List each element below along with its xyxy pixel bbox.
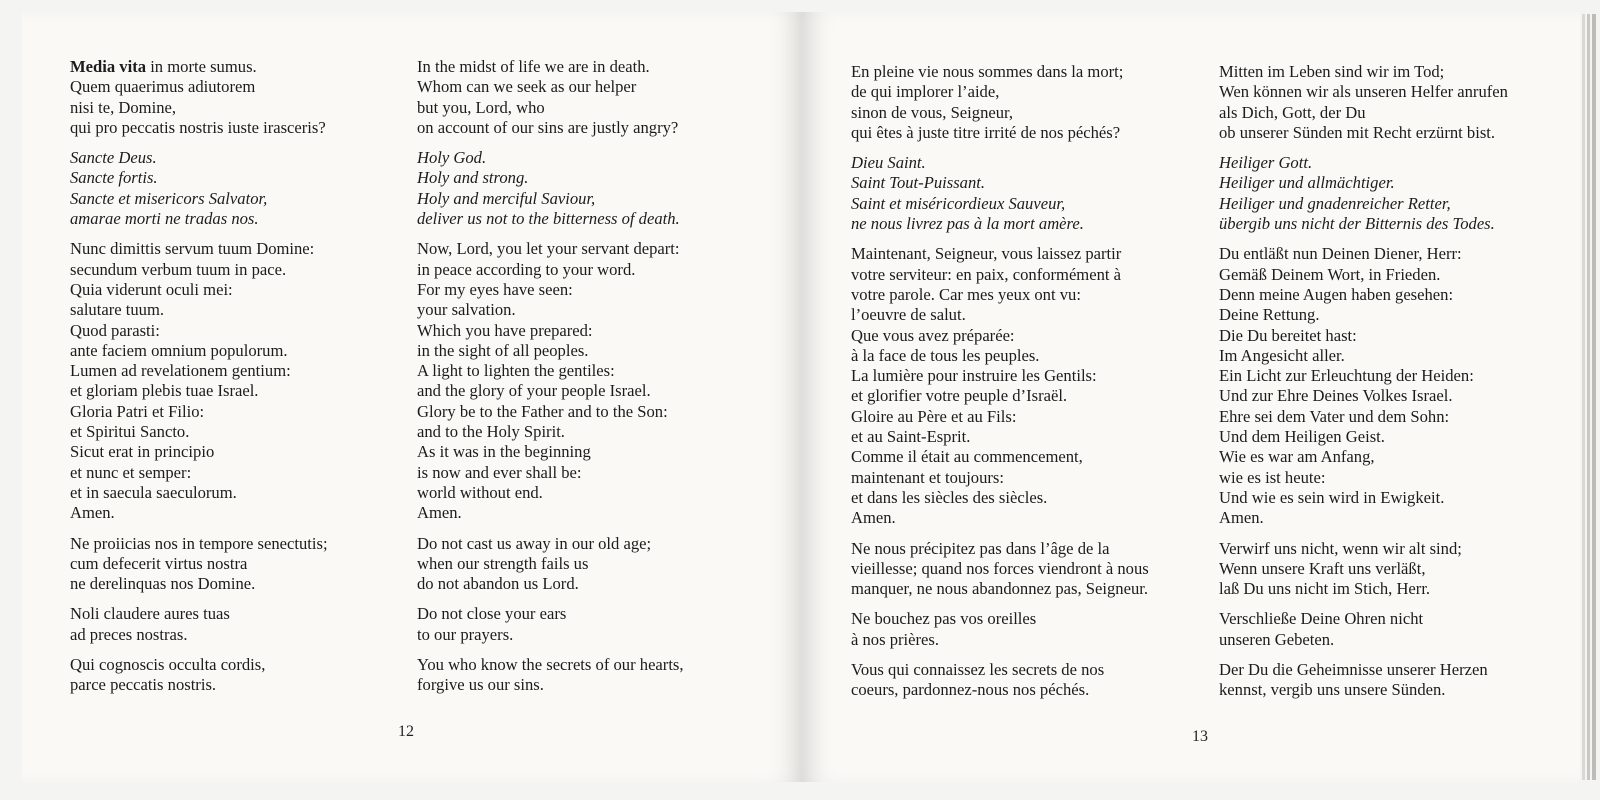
text-line: Holy and merciful Saviour, [417, 188, 596, 208]
stanza [851, 660, 1149, 701]
text-line: et glorifier votre peuple d’Israël. [851, 386, 1068, 406]
text-line: Heiliger und allmächtiger. [1219, 173, 1395, 193]
text-line: ante faciem omnium populorum. [70, 340, 288, 360]
text-line: and to the Holy Spirit. [417, 422, 565, 442]
text-line: amarae morti ne tradas nos. [70, 209, 259, 229]
text-line: Gloria Patri et Filio: [70, 401, 205, 421]
text-line: Quem quaerimus adiutorem [70, 77, 256, 97]
text-line: votre serviteur: en paix, conformément à [851, 264, 1122, 284]
text-line: ne derelinquas nos Domine. [70, 574, 256, 594]
stanza [417, 604, 684, 645]
left-page [22, 12, 802, 782]
text-line: ad preces nostras. [70, 624, 188, 644]
stanza [417, 57, 684, 138]
stanza [70, 239, 328, 523]
right-page [802, 12, 1580, 782]
text-line: Maintenant, Seigneur, vous laissez partir [851, 244, 1122, 264]
text-line: Wenn unsere Kraft uns verläßt, [1219, 558, 1426, 578]
stanza [851, 244, 1149, 528]
text-line: als Dich, Gott, der Du [1219, 102, 1366, 122]
text-line: Que vous avez préparée: [851, 325, 1015, 345]
text-line: world without end. [417, 482, 543, 502]
text-line: your salvation. [417, 300, 516, 320]
text-line: Dieu Saint. [851, 153, 926, 173]
stanza [417, 655, 684, 696]
text-line: Saint Tout-Puissant. [851, 173, 986, 193]
text-line: maintenant et toujours: [851, 467, 1004, 487]
text-line: Nunc dimittis servum tuum Domine: [70, 239, 315, 259]
text-line: but you, Lord, who [417, 97, 545, 117]
text-line: kennst, vergib uns unsere Sünden. [1219, 680, 1446, 700]
stanza [70, 148, 328, 229]
text-line: et dans les siècles des siècles. [851, 487, 1048, 507]
stanza [70, 534, 328, 595]
stanza [851, 609, 1149, 650]
text-line: et Spiritui Sancto. [70, 422, 190, 442]
stanza [1219, 62, 1508, 143]
text-line: Und wie es sein wird in Ewigkeit. [1219, 487, 1445, 507]
text-line: de qui implorer l’aide, [851, 82, 1000, 102]
stanza [851, 153, 1149, 234]
text-line: Qui cognoscis occulta cordis, [70, 655, 266, 675]
text-line: Ne bouchez pas vos oreilles [851, 609, 1037, 629]
text-line: Deine Rettung. [1219, 305, 1320, 325]
stanza [70, 57, 328, 138]
text-line: cum defecerit virtus nostra [70, 553, 248, 573]
latin-column [70, 57, 328, 706]
text-line: Ein Licht zur Erleuchtung der Heiden: [1219, 366, 1474, 386]
text-line: secundum verbum tuum in pace. [70, 259, 287, 279]
text-line: Mitten im Leben sind wir im Tod; [1219, 62, 1445, 81]
text-line: Glory be to the Father and to the Son: [417, 401, 668, 421]
text-line: manquer, ne nous abandonnez pas, Seigneur. [851, 579, 1149, 599]
text-line: Saint et miséricordieux Sauveur, [851, 193, 1066, 213]
text-line: vieillesse; quand nos forces viendront à nous [851, 558, 1149, 578]
text-line: nisi te, Domine, [70, 97, 177, 117]
text-line: unseren Gebeten. [1219, 629, 1335, 649]
text-line: et nunc et semper: [70, 462, 192, 482]
stanza [1219, 660, 1508, 701]
text-line: Wen können wir als unseren Helfer anrufen [1219, 82, 1508, 102]
text-line: A light to lighten the gentiles: [417, 361, 615, 381]
text-line: Sancte Deus. [70, 148, 157, 168]
text-line: Holy God. [417, 148, 487, 168]
text-line: Whom can we seek as our helper [417, 77, 637, 97]
stanza [70, 655, 328, 696]
text-line: to our prayers. [417, 624, 514, 644]
stanza [70, 604, 328, 645]
incipit-rest: in morte sumus. [146, 57, 257, 76]
text-line: You who know the secrets of our hearts, [417, 655, 684, 675]
text-line: qui êtes à juste titre irrité de nos péchés? [851, 122, 1121, 142]
text-line: do not abandon us Lord. [417, 574, 579, 594]
stanza [417, 239, 684, 523]
text-line: Ehre sei dem Vater und dem Sohn: [1219, 406, 1450, 426]
stanza [851, 539, 1149, 600]
text-line: on account of our sins are justly angry? [417, 117, 679, 137]
text-line: ne nous livrez pas à la mort amère. [851, 214, 1084, 234]
text-line: Gloire au Père et au Fils: [851, 406, 1017, 426]
text-line: wie es ist heute: [1219, 467, 1326, 487]
text-line: sinon de vous, Seigneur, [851, 102, 1014, 122]
text-line: Quod parasti: [70, 320, 160, 340]
stanza [1219, 153, 1508, 234]
page-edge [1582, 14, 1585, 780]
text-line: Amen. [1219, 508, 1264, 528]
text-line: In the midst of life we are in death. [417, 57, 650, 76]
text-line: Heiliger und gnadenreicher Retter, [1219, 193, 1451, 213]
incipit: Media vita [70, 57, 147, 76]
stanza [851, 62, 1149, 143]
text-line: Comme il était au commencement, [851, 447, 1083, 467]
text-line: when our strength fails us [417, 553, 589, 573]
text-line: forgive us our sins. [417, 675, 544, 695]
text-line: Holy and strong. [417, 168, 529, 188]
text-line: qui pro peccatis nostris iuste irasceris? [70, 117, 326, 137]
text-line: l’oeuvre de salut. [851, 305, 966, 325]
text-line: Und dem Heiligen Geist. [1219, 427, 1385, 447]
stanza [1219, 609, 1508, 650]
german-column [1219, 62, 1508, 711]
text-line: Do not cast us away in our old age; [417, 533, 652, 553]
text-line: ob unserer Sünden mit Recht erzürnt bist. [1219, 122, 1496, 142]
text-line [70, 57, 328, 77]
stanza [1219, 244, 1508, 528]
text-line: Die Du bereitet hast: [1219, 325, 1357, 345]
text-line: Amen. [417, 503, 462, 523]
text-line: coeurs, pardonnez-nous nos péchés. [851, 680, 1090, 700]
text-line: and the glory of your people Israel. [417, 381, 651, 401]
text-line: Der Du die Geheimnisse unserer Herzen [1219, 660, 1488, 680]
text-line: in the sight of all peoples. [417, 340, 589, 360]
text-line: Now, Lord, you let your servant depart: [417, 239, 680, 259]
text-line: is now and ever shall be: [417, 462, 582, 482]
text-line: et gloriam plebis tuae Israel. [70, 381, 259, 401]
text-line: votre parole. Car mes yeux ont vu: [851, 284, 1081, 304]
text-line: salutare tuum. [70, 300, 165, 320]
stanza [1219, 539, 1508, 600]
text-line: Verwirf uns nicht, wenn wir alt sind; [1219, 538, 1462, 558]
text-line: et au Saint-Esprit. [851, 427, 971, 447]
text-line: Im Angesicht aller. [1219, 345, 1345, 365]
text-line: Noli claudere aures tuas [70, 604, 230, 624]
text-line: Lumen ad revelationem gentium: [70, 361, 291, 381]
text-line: En pleine vie nous sommes dans la mort; [851, 62, 1124, 81]
text-line: Du entläßt nun Deinen Diener, Herr: [1219, 244, 1462, 264]
text-line: La lumière pour instruire les Gentils: [851, 366, 1097, 386]
text-line: Heiliger Gott. [1219, 153, 1313, 173]
text-line: Wie es war am Anfang, [1219, 447, 1375, 467]
text-line: For my eyes have seen: [417, 279, 573, 299]
text-line: deliver us not to the bitterness of death. [417, 209, 680, 229]
text-line: Quia viderunt oculi mei: [70, 279, 233, 299]
page-edge [1592, 14, 1596, 780]
text-line: Sicut erat in principio [70, 442, 215, 462]
text-line: à la face de tous les peuples. [851, 345, 1040, 365]
english-column [417, 57, 684, 706]
text-line: As it was in the beginning [417, 442, 591, 462]
page-edge [1587, 14, 1590, 780]
text-line: et in saecula saeculorum. [70, 482, 237, 502]
text-line: Gemäß Deinem Wort, in Frieden. [1219, 264, 1441, 284]
french-column [851, 62, 1149, 711]
text-line: parce peccatis nostris. [70, 675, 217, 695]
text-line: Amen. [70, 503, 115, 523]
text-line: Ne nous précipitez pas dans l’âge de la [851, 538, 1110, 558]
text-line: in peace according to your word. [417, 259, 636, 279]
text-line: Verschließe Deine Ohren nicht [1219, 609, 1424, 629]
text-line: Sancte fortis. [70, 168, 158, 188]
text-line: Und zur Ehre Deines Volkes Israel. [1219, 386, 1453, 406]
text-line: übergib uns nicht der Bitternis des Todes. [1219, 214, 1495, 234]
text-line: Denn meine Augen haben gesehen: [1219, 284, 1454, 304]
text-line: Sancte et misericors Salvator, [70, 188, 268, 208]
page-number: 12 [398, 723, 414, 740]
text-line: Do not close your ears [417, 604, 567, 624]
text-line: Ne proiicias nos in tempore senectutis; [70, 533, 328, 553]
text-line: laß Du uns nicht im Stich, Herr. [1219, 579, 1431, 599]
text-line: à nos prières. [851, 629, 940, 649]
text-line: Amen. [851, 508, 896, 528]
page-number: 13 [1192, 728, 1208, 745]
stanza [417, 148, 684, 229]
text-line: Which you have prepared: [417, 320, 593, 340]
stanza [417, 534, 684, 595]
text-line: Vous qui connaissez les secrets de nos [851, 660, 1105, 680]
